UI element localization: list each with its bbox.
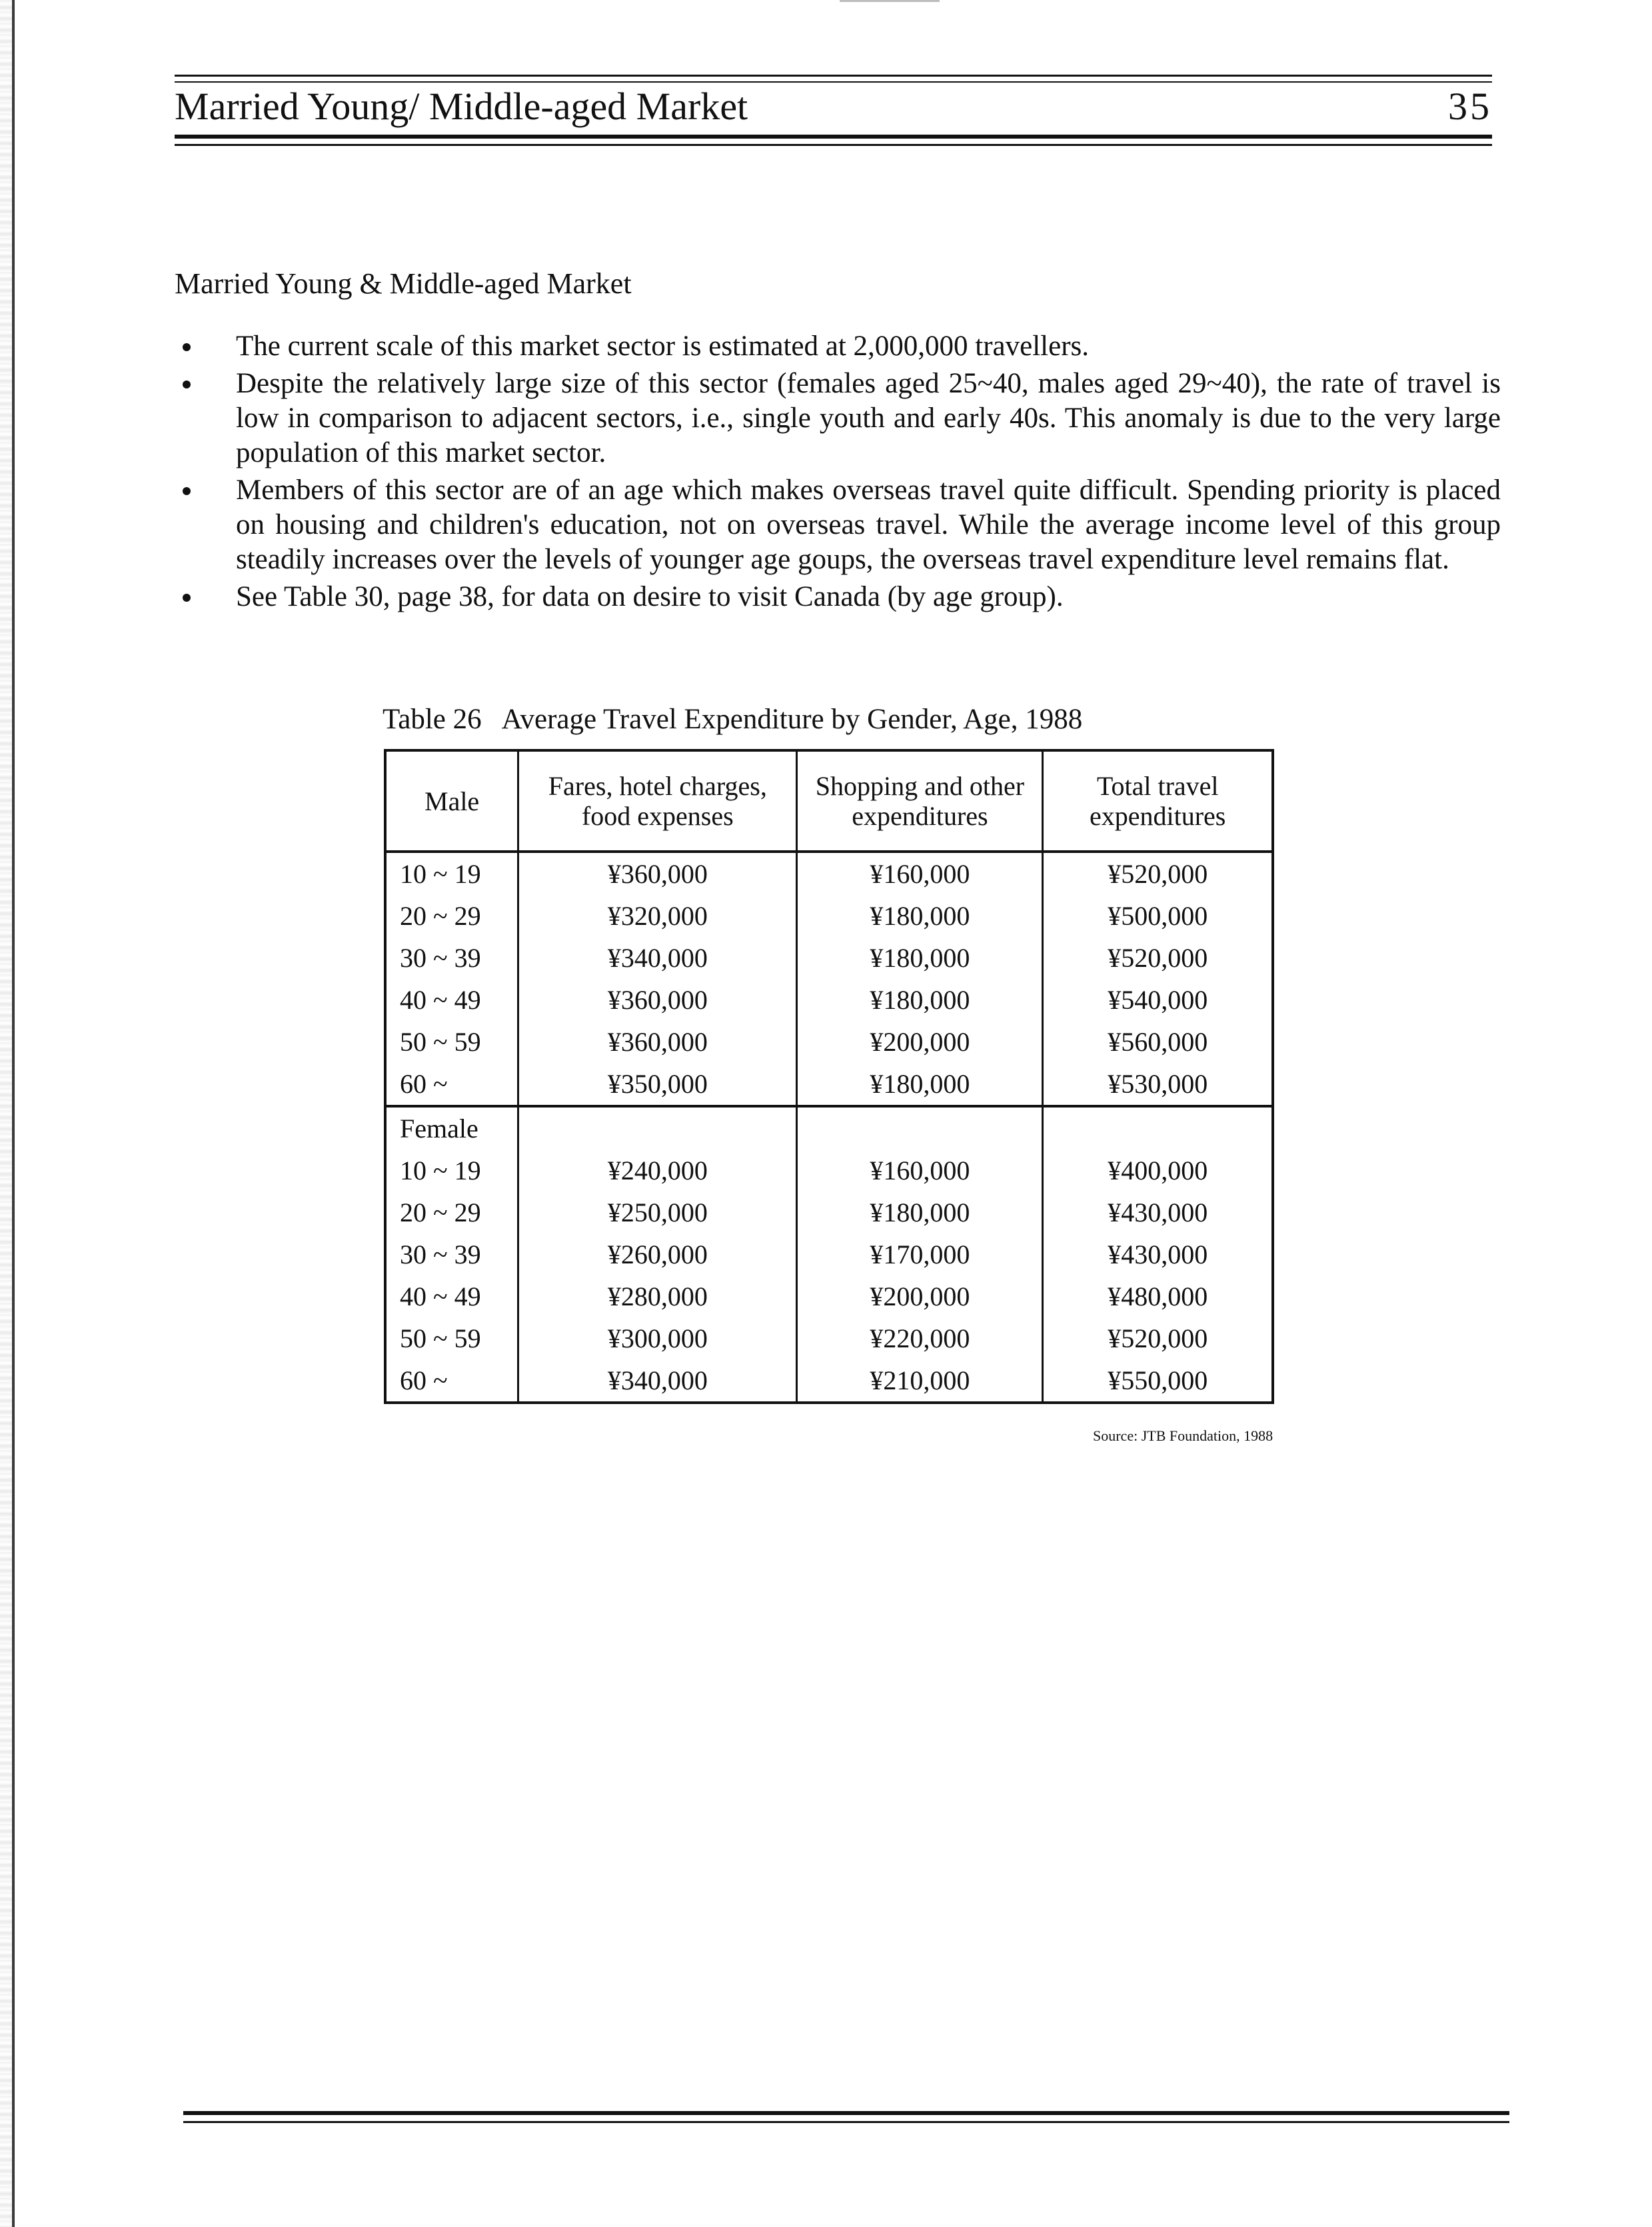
- cell-shopping: ¥220,000: [797, 1317, 1043, 1359]
- cell-total: ¥530,000: [1043, 1063, 1273, 1106]
- cell-age: 40 ~ 49: [385, 979, 518, 1021]
- bullet-item: [175, 367, 1501, 470]
- cell-age: 10 ~ 19: [385, 852, 518, 895]
- bullet-text: The current scale of this market sector is estimated at 2,000,000 travellers.: [236, 331, 1090, 362]
- bullet-item: [175, 580, 1501, 614]
- table-caption-number: Table 26: [383, 704, 482, 735]
- cell-total: ¥430,000: [1043, 1233, 1273, 1275]
- cell-fares: ¥280,000: [518, 1275, 797, 1317]
- bullet-dot-icon: [183, 594, 191, 602]
- cell-shopping: ¥180,000: [797, 895, 1043, 937]
- table-row-female-label: [385, 1106, 1273, 1149]
- cell-total: ¥430,000: [1043, 1191, 1273, 1233]
- footer-rule-thick: [183, 2111, 1509, 2115]
- cell-total: ¥520,000: [1043, 852, 1273, 895]
- cell-shopping: ¥200,000: [797, 1275, 1043, 1317]
- cell-fares: ¥320,000: [518, 895, 797, 937]
- cell-fares: ¥300,000: [518, 1317, 797, 1359]
- cell-total: ¥550,000: [1043, 1359, 1273, 1403]
- cell-total: ¥540,000: [1043, 979, 1273, 1021]
- header-rule-thin-top: [175, 75, 1492, 77]
- header-shopping: Shopping and other expenditures: [797, 750, 1043, 852]
- bullet-dot-icon: [183, 343, 191, 351]
- scan-edge-noise: [0, 0, 12, 2227]
- cell-age: 30 ~ 39: [385, 937, 518, 979]
- bullet-dot-icon: [183, 380, 191, 388]
- table-row: [385, 1317, 1273, 1359]
- cell-fares: ¥340,000: [518, 1359, 797, 1403]
- section-heading: Married Young & Middle-aged Market: [175, 267, 632, 300]
- header-rule-thin-bottom: [175, 144, 1492, 146]
- cell-fares: ¥360,000: [518, 852, 797, 895]
- cell-age: 30 ~ 39: [385, 1233, 518, 1275]
- cell-age: 20 ~ 29: [385, 895, 518, 937]
- table-row: [385, 937, 1273, 979]
- cell-fares: ¥340,000: [518, 937, 797, 979]
- cell-total: ¥480,000: [1043, 1275, 1273, 1317]
- bullet-text: See Table 30, page 38, for data on desire to visit Canada (by age group).: [236, 581, 1064, 612]
- cell-fares: ¥360,000: [518, 979, 797, 1021]
- cell-age: 10 ~ 19: [385, 1149, 518, 1191]
- table-row: [385, 1359, 1273, 1403]
- table-row: [385, 852, 1273, 895]
- cell-age: 50 ~ 59: [385, 1317, 518, 1359]
- cell-age: 20 ~ 29: [385, 1191, 518, 1233]
- table-row: [385, 1149, 1273, 1191]
- cell-total: ¥400,000: [1043, 1149, 1273, 1191]
- header-male: Male: [385, 750, 518, 852]
- cell-age: 50 ~ 59: [385, 1021, 518, 1063]
- scan-top-mark: [840, 0, 940, 2]
- cell-shopping: ¥160,000: [797, 852, 1043, 895]
- header-rule-thick: [175, 135, 1492, 139]
- bullet-list: [175, 329, 1501, 617]
- footer-rule-thin: [183, 2121, 1509, 2123]
- cell-total: ¥520,000: [1043, 937, 1273, 979]
- cell-fares: ¥250,000: [518, 1191, 797, 1233]
- table-caption: [383, 700, 1082, 740]
- bullet-text: Despite the relatively large size of this sector (females aged 25~40, males aged 29~40), the rate of travel is low in comparison to adjacent sectors, i.e., single youth and early 40s. This anomaly is due to the very large population of this market sector.: [236, 368, 1501, 468]
- cell-total: ¥500,000: [1043, 895, 1273, 937]
- cell-empty: [518, 1106, 797, 1149]
- bullet-item: [175, 473, 1501, 577]
- cell-age: 40 ~ 49: [385, 1275, 518, 1317]
- table-row: [385, 895, 1273, 937]
- table-row: [385, 1233, 1273, 1275]
- cell-empty: [1043, 1106, 1273, 1149]
- bullet-item: [175, 329, 1501, 364]
- table-source-note: Source: JTB Foundation, 1988: [1093, 1427, 1273, 1444]
- table-row: [385, 1063, 1273, 1106]
- table-caption-title: Average Travel Expenditure by Gender, Age, 1988: [501, 704, 1083, 735]
- cell-shopping: ¥170,000: [797, 1233, 1043, 1275]
- header-fares: Fares, hotel charges, food expenses: [518, 750, 797, 852]
- cell-shopping: ¥200,000: [797, 1021, 1043, 1063]
- table-row: [385, 1191, 1273, 1233]
- expenditure-table: [384, 749, 1274, 1404]
- scan-edge-line: [12, 0, 15, 2227]
- cell-shopping: ¥180,000: [797, 1191, 1043, 1233]
- cell-fares: ¥350,000: [518, 1063, 797, 1106]
- cell-empty: [797, 1106, 1043, 1149]
- bullet-text: Members of this sector are of an age which makes overseas travel quite difficult. Spending priority is placed on housing and children's education, not on overseas travel. While the average income level of this group steadily increases over the levels of younger age goups, the overseas travel expenditure level remains flat.: [236, 474, 1501, 575]
- cell-shopping: ¥160,000: [797, 1149, 1043, 1191]
- cell-fares: ¥360,000: [518, 1021, 797, 1063]
- cell-fares: ¥240,000: [518, 1149, 797, 1191]
- page-number: 35: [1448, 85, 1492, 128]
- cell-female-label: Female: [385, 1106, 518, 1149]
- header-total: Total travel expenditures: [1043, 750, 1273, 852]
- cell-shopping: ¥180,000: [797, 937, 1043, 979]
- cell-fares: ¥260,000: [518, 1233, 797, 1275]
- cell-shopping: ¥210,000: [797, 1359, 1043, 1403]
- cell-shopping: ¥180,000: [797, 979, 1043, 1021]
- cell-shopping: ¥180,000: [797, 1063, 1043, 1106]
- running-header-title: Married Young/ Middle-aged Market: [175, 85, 748, 128]
- table-row: [385, 1021, 1273, 1063]
- table-row: [385, 1275, 1273, 1317]
- table-row: [385, 979, 1273, 1021]
- cell-age: 60 ~: [385, 1063, 518, 1106]
- cell-total: ¥520,000: [1043, 1317, 1273, 1359]
- bullet-dot-icon: [183, 487, 191, 495]
- table-header-row: [385, 750, 1273, 852]
- cell-age: 60 ~: [385, 1359, 518, 1403]
- cell-total: ¥560,000: [1043, 1021, 1273, 1063]
